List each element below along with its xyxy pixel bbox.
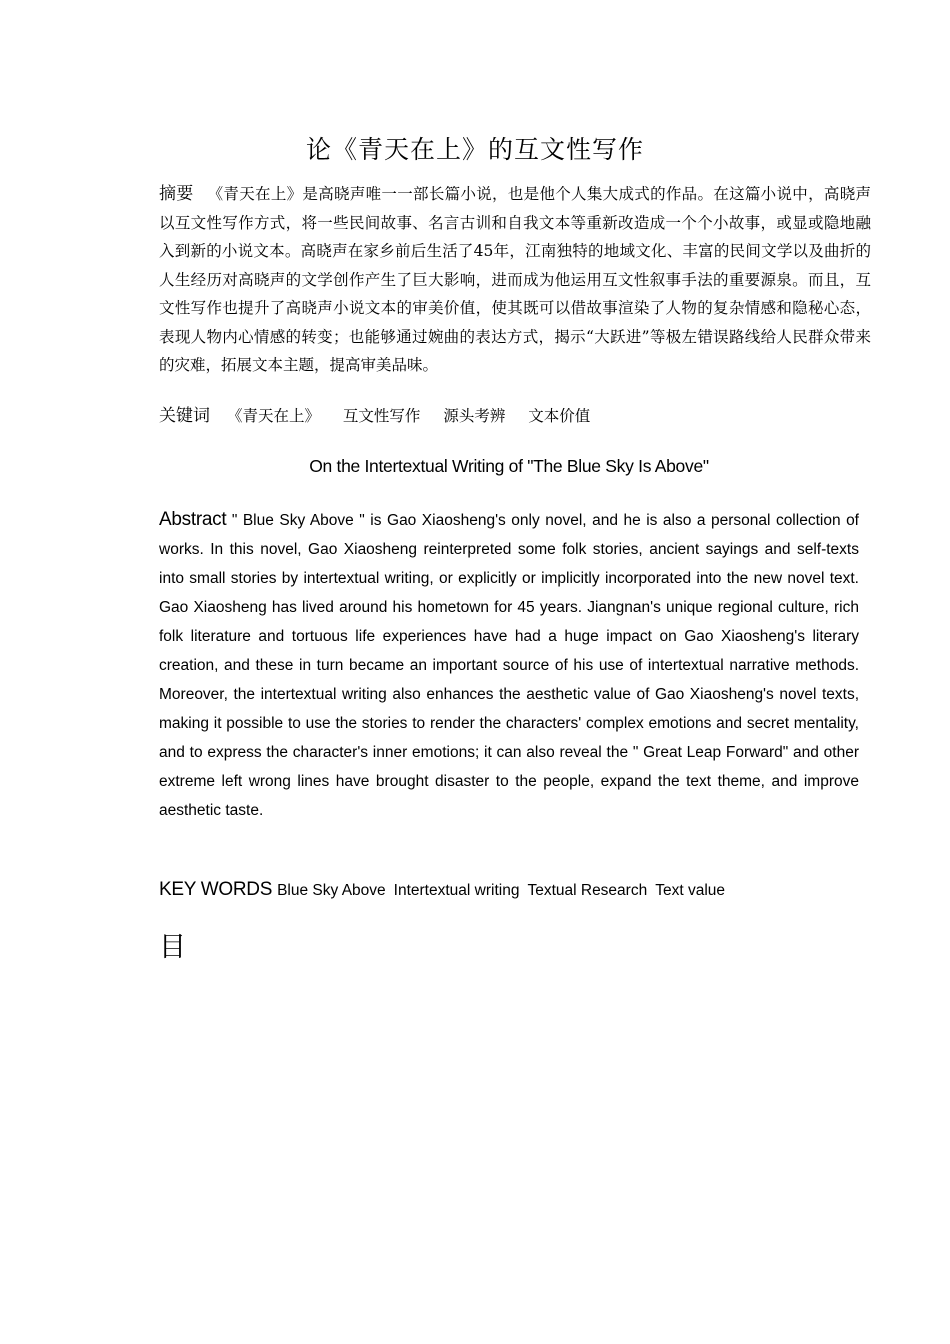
keyword-chinese: 《青天在上》 [226, 407, 320, 425]
page-title-chinese: 论《青天在上》的互文性写作 [305, 135, 644, 164]
keyword-english: Blue Sky Above [277, 882, 386, 899]
keyword-english: Textual Research [527, 882, 648, 899]
keywords-chinese-label: 关键词 [159, 406, 210, 426]
abstract-chinese-text: 《青天在上》是高晓声唯一一部长篇小说，也是他个人集大成式的作品。在这篇小说中，高晓声以互文性写作方式，将一些民间故事、名言古训和自我文本等重新改造成一个个小故事，或显或隐地融入到新的小说文本。高晓声在家乡前后生活了45年，江南独特的地域文化、丰富的民间文学以及曲折的人生经历对高晓声的文学创作产生了巨大影响，进而成为他运用互文性叙事手法的重要源泉。而且，互文性写作也提升了高晓声小说文本的审美价值，使其既可以借故事渲染了人物的复杂情感和隐秘心态，表现人物内心情感的转变；也能够通过婉曲的表达方式，揭示“大跃进”等极左错误路线给人民群众带来的灾难，拓展文本主题，提高审美品味。 [159, 185, 871, 374]
keyword-english: Text value [655, 882, 726, 899]
keyword-chinese: 文本价值 [528, 407, 591, 425]
keyword-chinese: 源头考辨 [443, 407, 506, 425]
keyword-chinese: 互文性写作 [342, 407, 421, 425]
abstract-chinese [159, 180, 871, 380]
keywords-chinese [159, 402, 871, 430]
abstract-english [159, 505, 859, 825]
abstract-english-text: " Blue Sky Above " is Gao Xiaosheng's only novel, and he is also a personal collection of works. In this novel, Gao Xiaosheng reinterpreted some folk stories, ancient sayings and self-texts into small stories by intertextual writing, or explicitly or implicitly incorporated into the new novel text. Gao Xiaosheng has lived around his hometown for 45 years. Jiangnan's unique regional culture, rich folk literature and tortuous life experiences have had a huge impact on Gao Xiaosheng's literary creation, and these in turn became an important source of his use of intertextual narrative methods. Moreover, the intertextual writing also enhances the aesthetic value of Gao Xiaosheng's novel texts, making it possible to use the stories to render the characters' complex emotions and secret mentality, and to express the character's inner emotions; it can also reveal the " Great Leap Forward" and other extreme left wrong lines have brought disaster to the people, expand the text theme, and improve aesthetic taste. [159, 512, 859, 819]
keyword-english: Intertextual writing [393, 882, 520, 899]
abstract-english-label: Abstract [159, 509, 227, 530]
page-title-english: On the Intertextual Writing of "The Blue Sky Is Above" [309, 456, 709, 476]
keywords-english [159, 875, 879, 905]
keywords-english-label: KEY WORDS [159, 879, 273, 900]
abstract-chinese-label: 摘要 [159, 184, 194, 204]
table-of-contents-heading: 目 [159, 932, 186, 963]
